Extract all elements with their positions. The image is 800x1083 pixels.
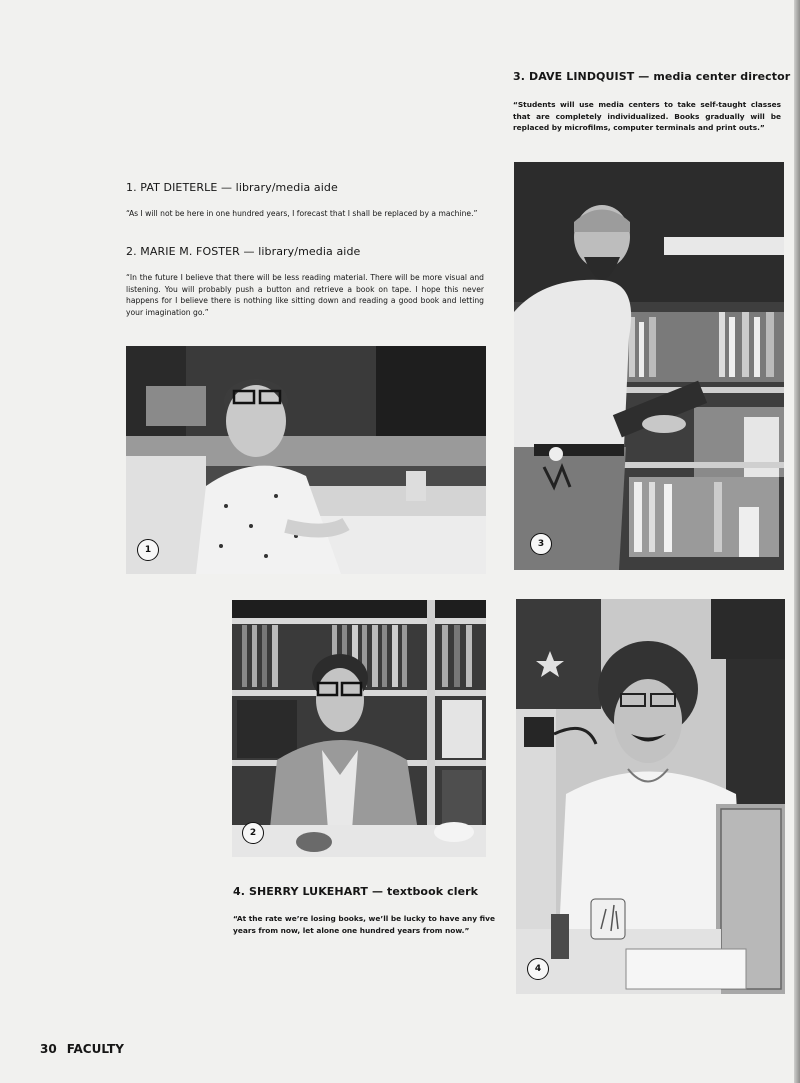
- staff-heading-lindquist: 3. DAVE LINDQUIST — media center director: [513, 70, 791, 83]
- staff-quote-dieterle: “As I will not be here in one hundred years, I forecast that I shall be replaced by a machine.”: [126, 209, 478, 218]
- staff-quote-foster: “In the future I believe that there will be less reading material. There will be more visual and listening. You will probably push a button and retrieve a book on tape. I hope this never happens for I believe there is nothing like sitting down and reading a good book and letting your imagination go.”: [126, 273, 484, 317]
- photo-4-illustration: [516, 599, 785, 994]
- photo-number-3: 3: [530, 533, 552, 555]
- page-number: 30: [40, 1042, 57, 1056]
- photo-2-illustration: [232, 600, 486, 857]
- staff-quote-lindquist: “Students will use media centers to take self-taught classes that are completely individualized. Books gradually will be replaced by microfilms, computer terminals and print outs.”: [513, 100, 781, 132]
- staff-heading-foster: 2. MARIE M. FOSTER — library/media aide: [126, 245, 361, 258]
- photo-3-illustration: [514, 162, 784, 570]
- section-name: FACULTY: [66, 1042, 124, 1056]
- staff-heading-lukehart: 4. SHERRY LUKEHART — textbook clerk: [233, 885, 479, 898]
- photo-marie-foster: [232, 600, 486, 857]
- photo-sherry-lukehart: [516, 599, 785, 994]
- photo-number-4: 4: [527, 958, 549, 980]
- staff-heading-dieterle: 1. PAT DIETERLE — library/media aide: [126, 181, 338, 194]
- photo-number-1: 1: [137, 539, 159, 561]
- page-footer: [40, 1042, 124, 1056]
- staff-quote-lukehart: “At the rate we’re losing books, we’ll be lucky to have any five years from now, let alone one hundred years from now.”: [233, 914, 495, 935]
- page-edge-shadow: [794, 0, 800, 1083]
- photo-number-2: 2: [242, 822, 264, 844]
- photo-dave-lindquist: [514, 162, 784, 570]
- photo-pat-dieterle: [126, 346, 486, 574]
- photo-1-illustration: [126, 346, 486, 574]
